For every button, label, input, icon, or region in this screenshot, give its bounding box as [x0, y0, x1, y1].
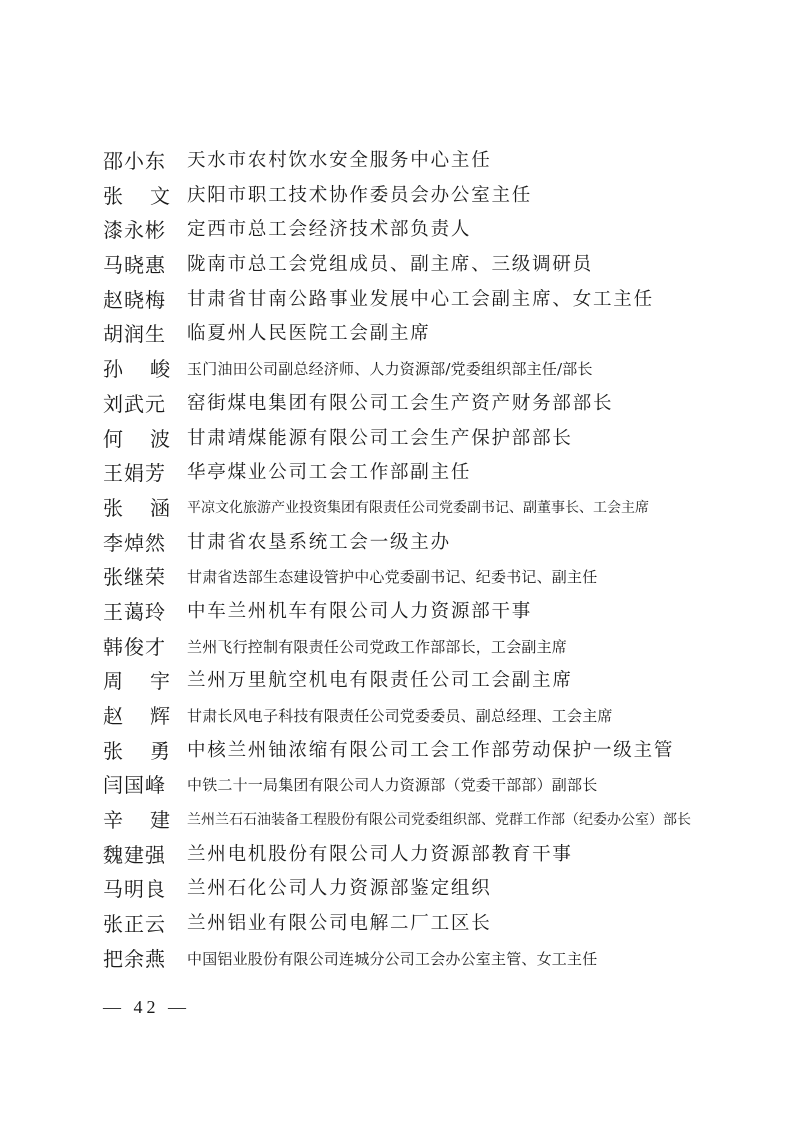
list-item — [103, 422, 703, 457]
person-title: 中国铝业股份有限公司连城分公司工会办公室主管、女工主任 — [187, 949, 598, 968]
list-item — [103, 595, 703, 630]
person-title: 兰州兰石石油装备工程股份有限公司党委组织部、党群工作部（纪委办公室）部长 — [187, 812, 691, 829]
person-title: 兰州电机股份有限公司人力资源部教育干事 — [187, 843, 573, 865]
person-title: 甘肃长风电子科技有限责任公司党委委员、副总经理、工会主席 — [187, 707, 613, 725]
list-item — [103, 872, 703, 907]
person-title: 临夏州人民医院工会副主席 — [187, 323, 431, 345]
list-item — [103, 179, 703, 214]
list-item — [103, 317, 703, 352]
person-name: 韩俊才 — [103, 634, 166, 659]
list-item — [103, 144, 703, 179]
person-name: 王蔼玲 — [103, 599, 166, 624]
person-name: 辛建 — [103, 808, 197, 833]
person-title: 甘肃省农垦系统工会一级主办 — [187, 531, 451, 553]
person-title: 天水市农村饮水安全服务中心主任 — [187, 150, 492, 171]
personnel-list — [103, 144, 703, 977]
person-name: 王娟芳 — [103, 461, 166, 486]
person-name: 魏建强 — [103, 842, 166, 867]
person-name: 孙峻 — [103, 357, 197, 382]
list-item — [103, 907, 703, 942]
person-name: 马晓惠 — [103, 253, 166, 278]
list-item — [103, 387, 703, 422]
person-title: 平凉文化旅游产业投资集团有限责任公司党委副书记、副董事长、工会主席 — [187, 499, 649, 516]
person-name: 漆永彬 — [103, 218, 166, 243]
person-name: 赵晓梅 — [103, 287, 166, 312]
person-name: 张正云 — [103, 912, 166, 937]
person-name: 马明良 — [103, 877, 166, 902]
person-title: 玉门油田公司副总经济师、人力资源部/党委组织部主任/部长 — [187, 360, 593, 379]
person-name: 把余燕 — [103, 946, 166, 971]
list-item — [103, 352, 703, 387]
page-number: — 42 — — [103, 997, 190, 1017]
list-item — [103, 664, 703, 699]
list-item — [103, 526, 703, 561]
list-item — [103, 630, 703, 665]
list-item — [103, 491, 703, 526]
person-title: 兰州铝业有限公司电解二厂工区长 — [187, 913, 492, 935]
person-title: 陇南市总工会党组成员、副主席、三级调研员 — [187, 254, 594, 276]
person-title: 定西市总工会经济技术部负责人 — [187, 219, 472, 241]
person-name: 张涵 — [103, 495, 197, 520]
person-name: 闫国峰 — [103, 773, 166, 798]
person-name: 周宇 — [103, 669, 197, 694]
person-title: 兰州万里航空机电有限责任公司工会副主席 — [187, 670, 573, 692]
person-name: 何波 — [103, 426, 197, 451]
person-title: 庆阳市职工技术协作委员会办公室主任 — [187, 184, 533, 206]
list-item — [103, 803, 703, 838]
person-title: 甘肃省甘南公路事业发展中心工会副主席、女工主任 — [187, 288, 654, 310]
list-item — [103, 248, 703, 283]
person-name: 刘武元 — [103, 391, 166, 416]
person-name: 邵小东 — [103, 149, 166, 173]
person-name: 胡润生 — [103, 322, 166, 347]
person-name: 张继荣 — [103, 565, 166, 590]
list-item — [103, 838, 703, 873]
list-item — [103, 213, 703, 248]
list-item — [103, 699, 703, 734]
person-name: 张文 — [103, 183, 197, 208]
person-name: 赵辉 — [103, 704, 197, 728]
list-item — [103, 283, 703, 318]
person-name: 李焯然 — [103, 530, 166, 555]
list-item — [103, 768, 703, 803]
person-title: 华亭煤业公司工会工作部副主任 — [187, 462, 472, 484]
person-title: 甘肃省迭部生态建设管护中心党委副书记、纪委书记、副主任 — [187, 568, 598, 587]
list-item — [103, 734, 703, 769]
person-name: 张勇 — [103, 738, 197, 763]
list-item — [103, 456, 703, 491]
list-item — [103, 942, 703, 977]
person-title: 兰州飞行控制有限责任公司党政工作部部长，工会副主席 — [187, 637, 568, 656]
person-title: 中车兰州机车有限公司人力资源部干事 — [187, 600, 533, 622]
person-title: 甘肃靖煤能源有限公司工会生产保护部部长 — [187, 427, 573, 449]
person-title: 中铁二十一局集团有限公司人力资源部（党委干部部）副部长 — [187, 776, 598, 795]
person-title: 兰州石化公司人力资源部鉴定组织 — [187, 878, 492, 900]
person-title: 窑街煤电集团有限公司工会生产资产财务部部长 — [187, 392, 614, 414]
list-item — [103, 560, 703, 595]
person-title: 中核兰州铀浓缩有限公司工会工作部劳动保护一级主管 — [187, 739, 675, 761]
